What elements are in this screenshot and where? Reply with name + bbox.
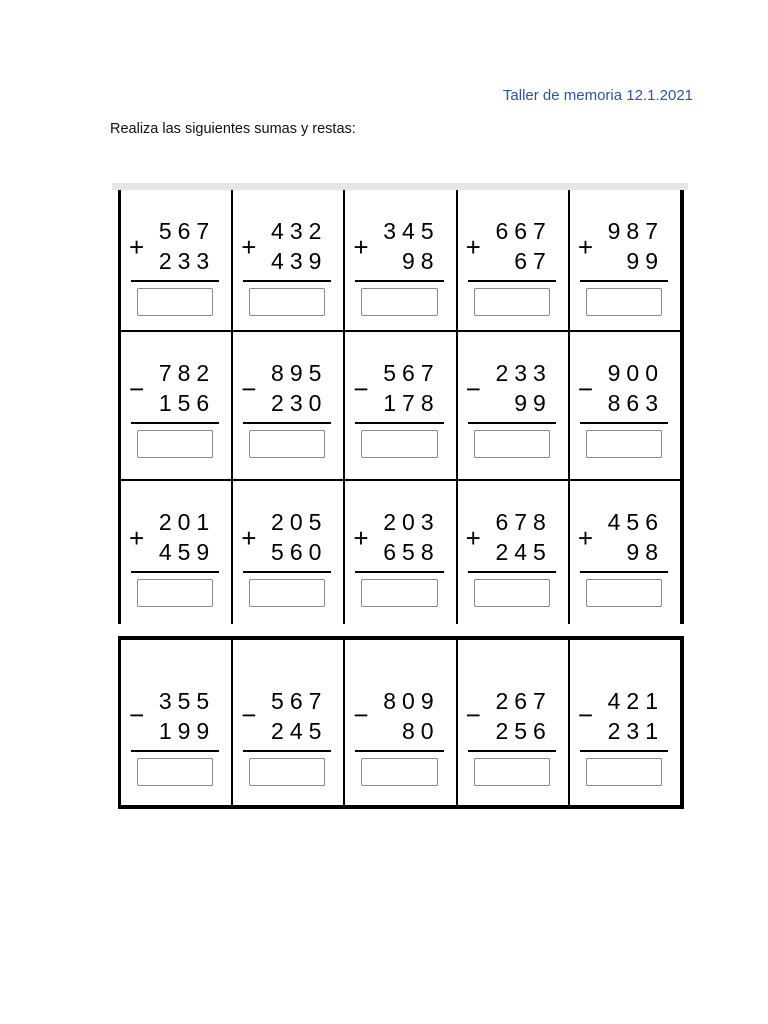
operator-sign: − — [577, 374, 593, 404]
top-number: 782 — [158, 360, 216, 386]
top-number: 667 — [495, 218, 552, 244]
top-number: 809 — [383, 688, 440, 714]
bottom-number: 256 — [495, 718, 552, 744]
bottom-number: 99 — [514, 390, 552, 416]
operator-sign: + — [353, 523, 369, 553]
grid-top-band — [112, 183, 688, 190]
bottom-number: 98 — [402, 248, 440, 274]
sum-line — [580, 750, 668, 752]
top-number: 567 — [158, 218, 216, 244]
bottom-number: 99 — [626, 248, 665, 274]
answer-box[interactable] — [361, 758, 437, 786]
top-number: 900 — [607, 360, 665, 386]
exercise-cell — [570, 332, 680, 479]
exercise-cell — [233, 332, 345, 479]
operator-sign: + — [129, 523, 145, 553]
top-number: 567 — [383, 360, 440, 386]
exercise-cell — [570, 481, 680, 624]
bottom-number: 863 — [607, 390, 665, 416]
operator-sign: + — [241, 523, 257, 553]
operator-sign: + — [465, 232, 481, 262]
exercise-cell — [458, 640, 570, 805]
sum-line — [131, 571, 219, 573]
sum-line — [355, 750, 443, 752]
answer-box[interactable] — [586, 758, 662, 786]
bottom-number: 67 — [514, 248, 552, 274]
answer-box[interactable] — [249, 579, 325, 607]
exercise-cell — [345, 332, 457, 479]
exercise-row — [118, 636, 684, 809]
sum-line — [468, 750, 556, 752]
exercise-cell — [345, 481, 457, 624]
top-number: 267 — [495, 688, 552, 714]
sum-line — [468, 280, 556, 282]
answer-box[interactable] — [137, 579, 213, 607]
answer-box[interactable] — [474, 288, 550, 316]
answer-box[interactable] — [586, 430, 662, 458]
exercise-cell — [233, 481, 345, 624]
top-number: 203 — [383, 509, 440, 535]
exercise-cell — [458, 332, 570, 479]
top-number: 201 — [158, 509, 216, 535]
answer-box[interactable] — [249, 430, 325, 458]
top-number: 567 — [271, 688, 328, 714]
sum-line — [243, 422, 331, 424]
exercise-cell — [458, 190, 570, 330]
answer-box[interactable] — [137, 430, 213, 458]
operator-sign: + — [129, 232, 145, 262]
sum-line — [243, 750, 331, 752]
operator-sign: − — [129, 374, 145, 404]
bottom-number: 245 — [495, 539, 552, 565]
top-number: 432 — [271, 218, 328, 244]
bottom-number: 245 — [271, 718, 328, 744]
bottom-number: 231 — [607, 718, 665, 744]
exercise-row — [118, 481, 684, 624]
operator-sign: + — [241, 232, 257, 262]
exercise-row — [118, 190, 684, 332]
top-number: 345 — [383, 218, 440, 244]
bottom-number: 560 — [271, 539, 328, 565]
sum-line — [580, 571, 668, 573]
exercise-cell — [458, 481, 570, 624]
answer-box[interactable] — [361, 288, 437, 316]
exercise-cell — [345, 190, 457, 330]
operator-sign: − — [241, 374, 257, 404]
operator-sign: − — [465, 700, 481, 730]
exercise-cell — [121, 190, 233, 330]
top-number: 895 — [271, 360, 328, 386]
operator-sign: − — [129, 700, 145, 730]
bottom-number: 98 — [626, 539, 665, 565]
sum-line — [131, 280, 219, 282]
exercise-cell — [233, 190, 345, 330]
top-number: 355 — [158, 688, 216, 714]
exercise-cell — [345, 640, 457, 805]
operator-sign: − — [577, 700, 593, 730]
sum-line — [243, 571, 331, 573]
answer-box[interactable] — [137, 758, 213, 786]
answer-box[interactable] — [474, 430, 550, 458]
bottom-number: 178 — [383, 390, 440, 416]
answer-box[interactable] — [586, 288, 662, 316]
exercise-cell — [121, 640, 233, 805]
bottom-number: 439 — [271, 248, 328, 274]
sum-line — [355, 571, 443, 573]
exercise-cell — [121, 481, 233, 624]
answer-box[interactable] — [361, 430, 437, 458]
bottom-number: 199 — [158, 718, 216, 744]
top-number: 233 — [495, 360, 552, 386]
answer-box[interactable] — [249, 758, 325, 786]
exercise-grid — [118, 190, 684, 809]
sum-line — [580, 422, 668, 424]
top-number: 678 — [495, 509, 552, 535]
operator-sign: + — [577, 232, 593, 262]
operator-sign: − — [353, 374, 369, 404]
operator-sign: + — [353, 232, 369, 262]
sum-line — [131, 750, 219, 752]
instructions-text: Realiza las siguientes sumas y restas: — [110, 121, 356, 137]
operator-sign: − — [241, 700, 257, 730]
exercise-cell — [570, 640, 680, 805]
row-gap — [118, 624, 684, 636]
bottom-number: 230 — [271, 390, 328, 416]
answer-box[interactable] — [249, 288, 325, 316]
answer-box[interactable] — [586, 579, 662, 607]
exercise-cell — [570, 190, 680, 330]
page-header-title: Taller de memoria 12.1.2021 — [502, 87, 693, 104]
bottom-number: 459 — [158, 539, 216, 565]
answer-box[interactable] — [474, 579, 550, 607]
bottom-number: 233 — [158, 248, 216, 274]
bottom-number: 80 — [402, 718, 440, 744]
bottom-number: 658 — [383, 539, 440, 565]
operator-sign: + — [465, 523, 481, 553]
operator-sign: − — [465, 374, 481, 404]
sum-line — [355, 422, 443, 424]
top-number: 421 — [607, 688, 665, 714]
bottom-number: 156 — [158, 390, 216, 416]
exercise-cell — [121, 332, 233, 479]
top-number: 456 — [607, 509, 665, 535]
answer-box[interactable] — [474, 758, 550, 786]
sum-line — [580, 280, 668, 282]
operator-sign: + — [577, 523, 593, 553]
exercise-cell — [233, 640, 345, 805]
sum-line — [355, 280, 443, 282]
answer-box[interactable] — [361, 579, 437, 607]
sum-line — [131, 422, 219, 424]
top-number: 205 — [271, 509, 328, 535]
sum-line — [243, 280, 331, 282]
operator-sign: − — [353, 700, 369, 730]
sum-line — [468, 422, 556, 424]
top-number: 987 — [607, 218, 665, 244]
exercise-row — [118, 332, 684, 481]
sum-line — [468, 571, 556, 573]
answer-box[interactable] — [137, 288, 213, 316]
